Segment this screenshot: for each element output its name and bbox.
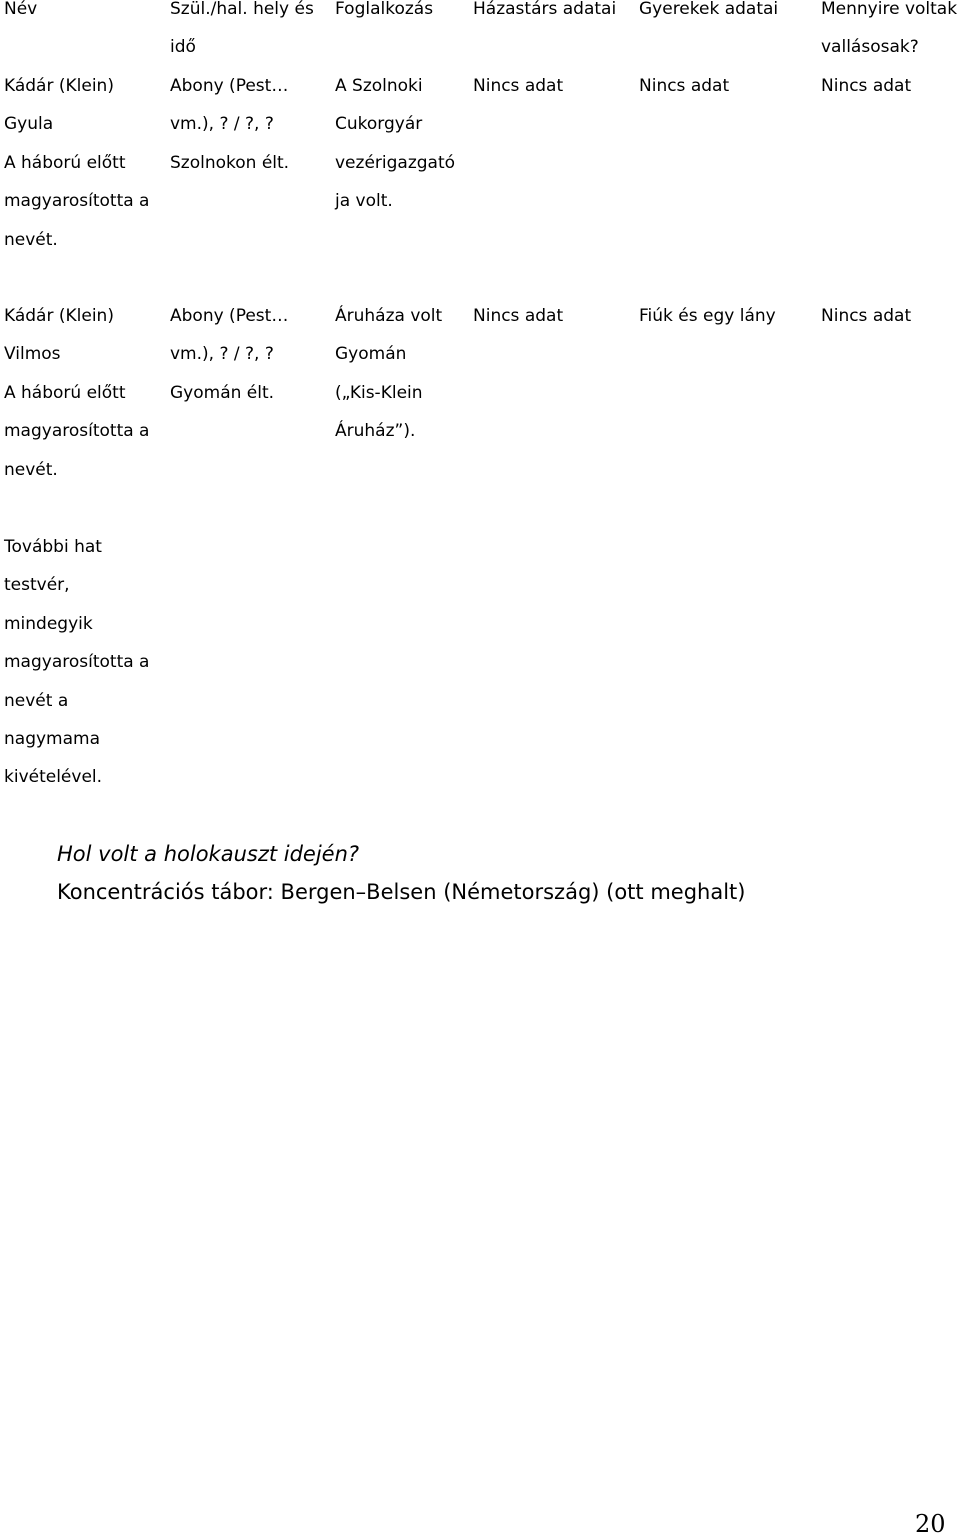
table-cell: Kádár (Klein) Gyula A háború előtt magyarosította a nevét. [4, 76, 150, 250]
header-occupation: Foglalkozás [335, 0, 434, 19]
table-cell: Nincs adat [821, 76, 912, 96]
page-number: 20 [915, 1510, 946, 1538]
table-cell: Nincs adat [821, 306, 912, 326]
table-cell: További hat testvér, mindegyik magyarosította a nevét a nagymama kivételével. [4, 537, 150, 788]
holocaust-answer: Koncentrációs tábor: Bergen–Belsen (Németország) (ott meghalt) [57, 880, 746, 904]
table-cell: Áruháza volt Gyomán („Kis-Klein Áruház”). [335, 306, 443, 442]
table-cell: A Szolnoki Cukorgyár vezérigazgató ja volt. [335, 76, 456, 212]
table-cell: Kádár (Klein) Vilmos A háború előtt magyarosította a nevét. [4, 306, 150, 480]
table-cell: Nincs adat [473, 306, 564, 326]
table-cell: Abony (Pest… vm.), ? / ?, ? Szolnokon élt. [170, 76, 290, 173]
header-birth-death: Szül./hal. hely és idő [170, 0, 314, 58]
header-children: Gyerekek adatai [639, 0, 779, 19]
header-name: Név [4, 0, 38, 19]
header-religiosity: Mennyire voltak vallásosak? [821, 0, 958, 58]
table-cell: Nincs adat [473, 76, 564, 96]
header-spouse: Házastárs adatai [473, 0, 617, 19]
table-cell: Nincs adat [639, 76, 730, 96]
holocaust-question: Hol volt a holokauszt idején? [57, 842, 360, 866]
table-cell: Abony (Pest… vm.), ? / ?, ? Gyomán élt. [170, 306, 289, 403]
table-cell: Fiúk és egy lány [639, 306, 776, 326]
